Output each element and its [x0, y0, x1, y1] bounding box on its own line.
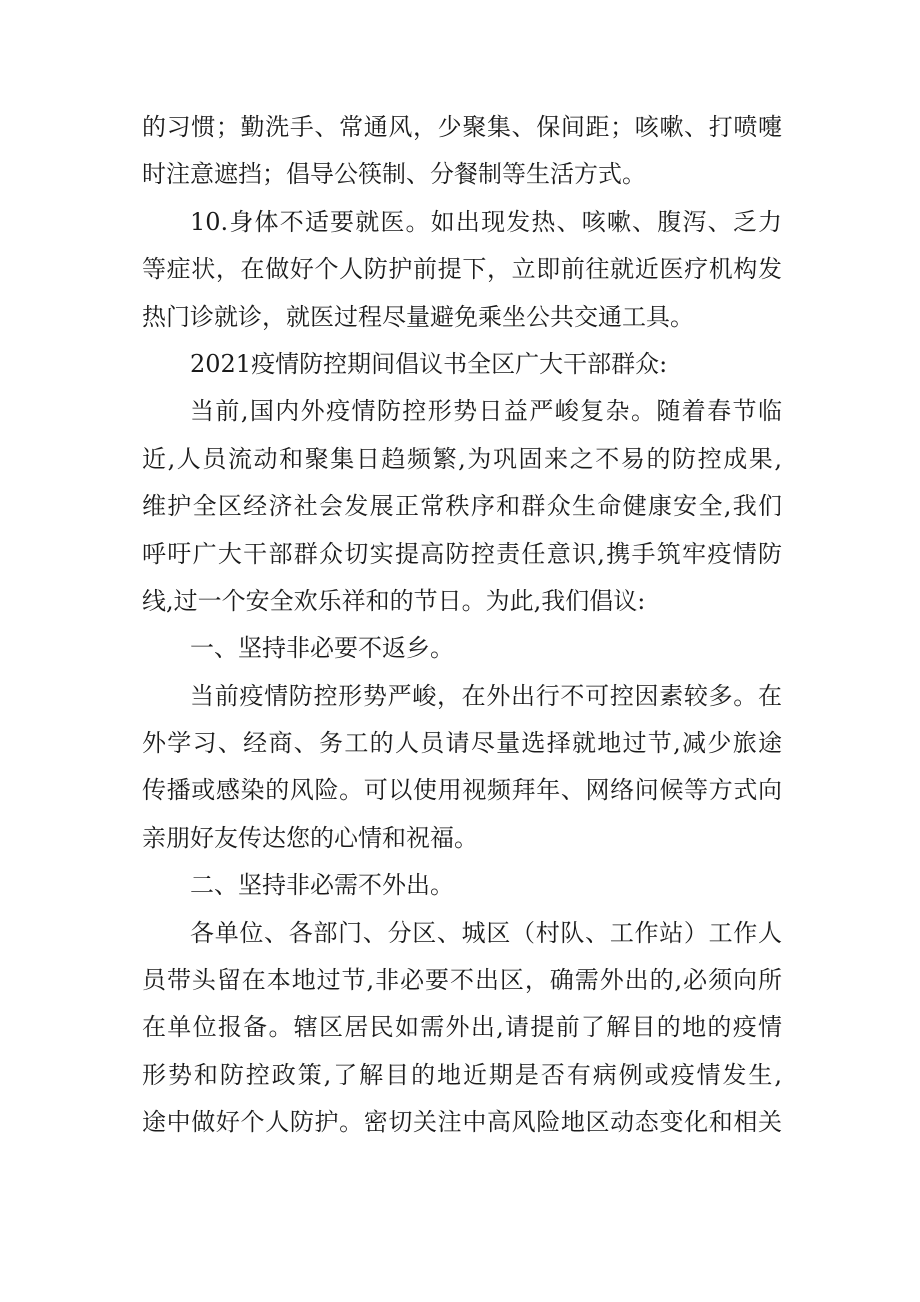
- text-line: 传播或感染的风险。可以使用视频拜年、网络问候等方式向: [142, 776, 782, 805]
- text-line: 2021疫情防控期间倡议书全区广大干部群众:: [190, 349, 668, 378]
- text-line: 一、坚持非必要不返乡。: [190, 634, 454, 663]
- text-line: 二、坚持非必需不外出。: [190, 871, 454, 900]
- text-line: 线,过一个安全欢乐祥和的节日。为此,我们倡议:: [142, 586, 646, 615]
- text-line: 近,人员流动和聚集日趋频繁,为巩固来之不易的防控成果,: [142, 444, 782, 473]
- text-line: 10.身体不适要就医。如出现发热、咳嗽、腹泻、乏力: [190, 207, 782, 236]
- text-line: 等症状，在做好个人防护前提下，立即前往就近医疗机构发: [142, 255, 782, 284]
- text-line: 亲朋好友传达您的心情和祝福。: [142, 823, 478, 852]
- text-line: 形势和防控政策,了解目的地近期是否有病例或疫情发生,: [142, 1060, 782, 1089]
- text-line: 呼吁广大干部群众切实提高防控责任意识,携手筑牢疫情防: [142, 539, 782, 568]
- text-line: 外学习、经商、务工的人员请尽量选择就地过节,减少旅途: [142, 729, 782, 758]
- text-line: 当前疫情防控形势严峻，在外出行不可控因素较多。在: [190, 681, 782, 710]
- text-line: 的习惯；勤洗手、常通风，少聚集、保间距；咳嗽、打喷嚏: [142, 113, 782, 141]
- text-line: 各单位、各部门、分区、城区（村队、工作站）工作人: [190, 918, 782, 947]
- document-body: [142, 104, 782, 1147]
- text-line: 维护全区经济社会发展正常秩序和群众生命健康安全,我们: [142, 492, 782, 521]
- text-line: 在单位报备。辖区居民如需外出,请提前了解目的地的疫情: [142, 1013, 782, 1042]
- text-line: 当前,国内外疫情防控形势日益严峻复杂。随着春节临: [190, 397, 782, 426]
- text-line: 时注意遮挡；倡导公筷制、分餐制等生活方式。: [142, 160, 646, 189]
- text-line: 员带头留在本地过节,非必要不出区，确需外出的,必须向所: [142, 966, 782, 995]
- text-line: 热门诊就诊，就医过程尽量避免乘坐公共交通工具。: [142, 302, 694, 331]
- text-line: 途中做好个人防护。密切关注中高风险地区动态变化和相关: [142, 1108, 782, 1137]
